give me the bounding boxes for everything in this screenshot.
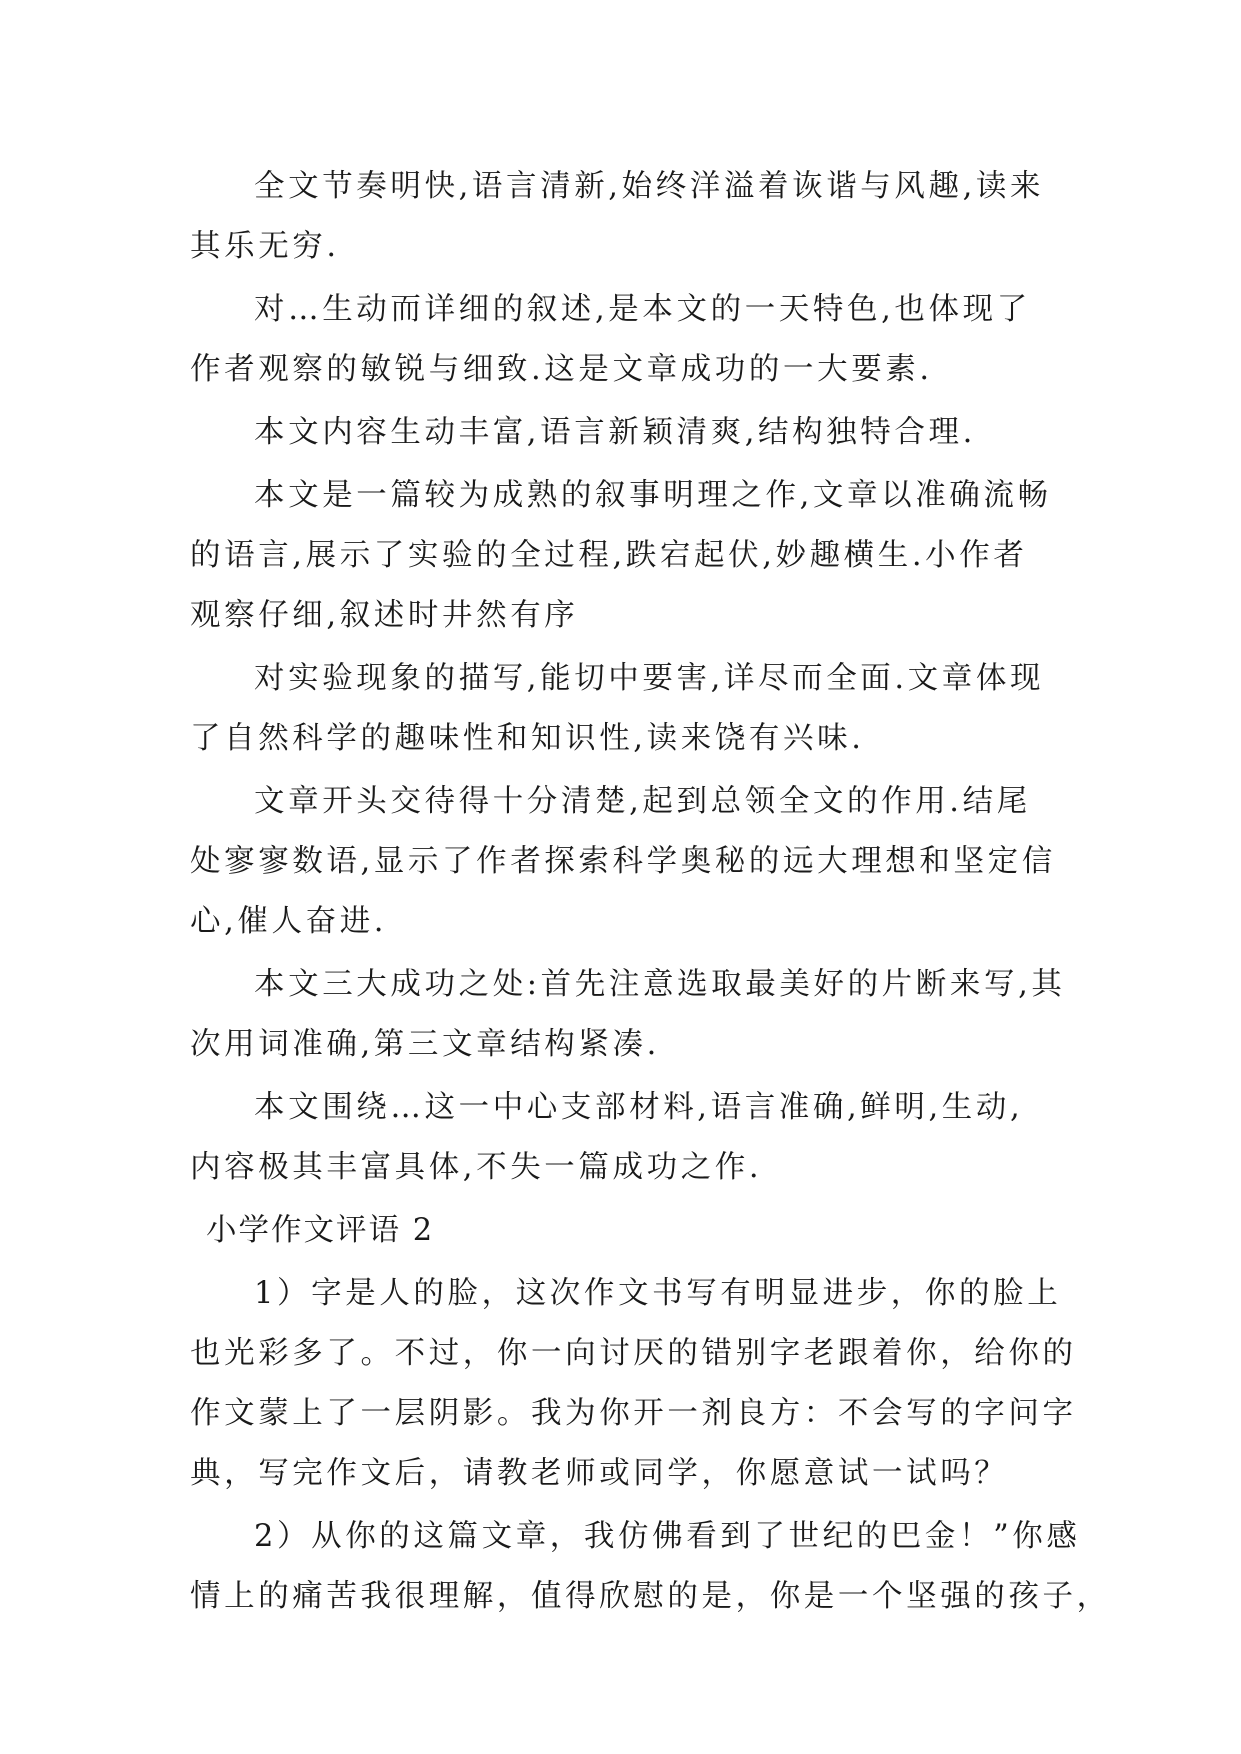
paragraph-line: 也光彩多了。不过，你一向讨厌的错别字老跟着你，给你的	[190, 1336, 1077, 1371]
paragraph	[190, 157, 1050, 277]
paragraph	[190, 649, 1050, 769]
paragraph-line: 处寥寥数语,显示了作者探索科学奥秘的远大理想和坚定信	[190, 844, 1056, 879]
paragraph-line: 2）从你的这篇文章，我仿佛看到了世纪的巴金！”你感	[254, 1519, 1081, 1554]
paragraph	[190, 955, 1066, 1075]
paragraph-line: 本文是一篇较为成熟的叙事明理之作,文章以准确流畅	[254, 478, 1052, 513]
paragraph	[190, 280, 1050, 400]
paragraph-line: 情上的痛苦我很理解，值得欣慰的是，你是一个坚强的孩子，	[190, 1579, 1111, 1614]
paragraph-line: 本文围绕…这一中心支部材料,语言准确,鲜明,生动,	[254, 1090, 1024, 1125]
paragraph-line: 作文蒙上了一层阴影。我为你开一剂良方：不会写的字问字	[190, 1396, 1077, 1431]
paragraph-line: 全文节奏明快,语言清新,始终洋溢着诙谐与风趣,读来	[254, 169, 1045, 204]
paragraph-line: 1）字是人的脸，这次作文书写有明显进步，你的脸上	[254, 1276, 1062, 1311]
paragraph-line: 内容极其丰富具体,不失一篇成功之作.	[190, 1150, 763, 1185]
paragraph-line: 典，写完作文后，请教老师或同学，你愿意试一试吗？	[190, 1456, 1009, 1491]
paragraph-line: 了自然科学的趣味性和知识性,读来饶有兴味.	[190, 721, 865, 756]
paragraph	[190, 1078, 1050, 1198]
document-body	[190, 157, 1111, 1630]
paragraph-line: 其乐无穷.	[190, 229, 340, 264]
paragraph-line: 对…生动而详细的叙述,是本文的一天特色,也体现了	[254, 292, 1031, 327]
paragraph-line: 本文内容生动丰富,语言新颖清爽,结构独特合理.	[254, 415, 976, 450]
paragraph	[190, 403, 1050, 463]
paragraph	[190, 1507, 1111, 1627]
paragraph	[190, 772, 1056, 952]
paragraph-line: 心,催人奋进.	[190, 904, 388, 939]
paragraph-line: 观察仔细,叙述时井然有序	[190, 598, 579, 633]
paragraph-line: 文章开头交待得十分清楚,起到总领全文的作用.结尾	[254, 784, 1031, 819]
section-heading: 小学作文评语 2	[206, 1213, 435, 1248]
paragraph-line: 本文三大成功之处:首先注意选取最美好的片断来写,其	[254, 967, 1066, 1002]
paragraph-line: 次用词准确,第三文章结构紧凑.	[190, 1027, 660, 1062]
paragraph	[190, 1264, 1077, 1504]
paragraph	[190, 466, 1050, 646]
paragraph-line: 的语言,展示了实验的全过程,跌宕起伏,妙趣横生.小作者	[190, 538, 1028, 573]
paragraph-line: 作者观察的敏锐与细致.这是文章成功的一大要素.	[190, 352, 933, 387]
paragraph-line: 对实验现象的描写,能切中要害,详尽而全面.文章体现	[254, 661, 1045, 696]
